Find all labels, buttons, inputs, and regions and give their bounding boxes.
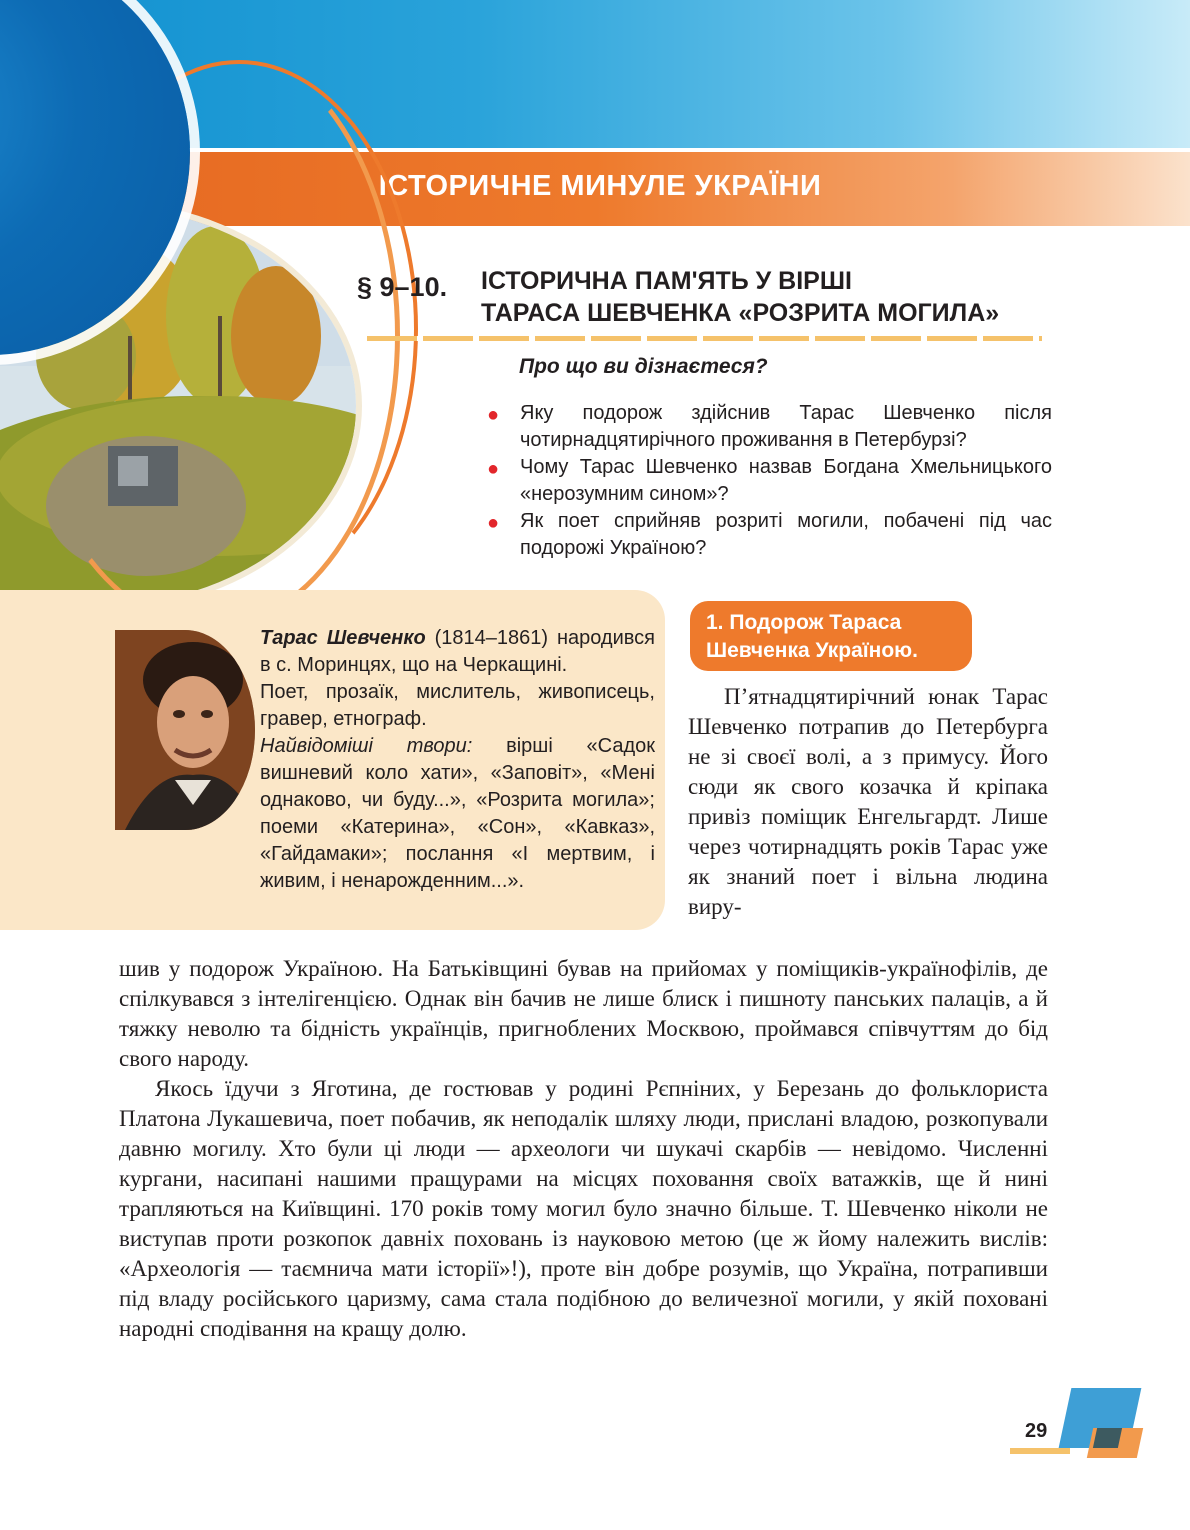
body-paragraph: Якось їдучи з Яготина, де гостював у родині Рєпніних, у Березань до фольклориста Платона Лукашевича, поет побачив, як неподалік шляху люди, прислані владою, розкопували давню могилу. Хто були ці люди — археологи чи шукачі скарбів — невідомо. Численні кургани, насипані нашими пращурами на місцях поховання своїх ватажків, ще й нині трапляються на Київщині. 170 років тому могил було значно більше. Т. Шевченко ніколи не виступав проти розкопок давніх поховань із науковою метою (це ж йому належить вислів: «Археологія — таємнича мати історії»!), проте він добре розумів, що Україна, потрапивши під владу російського царизму, сама стала подібною до величезної могили, у якій поховані народні сподівання на кращу долю. — [119, 1076, 1048, 1341]
corner-decoration — [1093, 1428, 1122, 1448]
body-text-wide — [119, 954, 1048, 1344]
biography-works: Найвідоміші твори: вірші «Садок вишневий коло хати», «Заповіт», «Мені однаково, чи буду...», «Розрита могила»; поеми «Катерина», «Сон», «Кавказ», «Гайдамаки»; послання «І мертвим, і живим, і ненарожденним...». — [260, 735, 655, 892]
title-underline — [367, 336, 1042, 341]
shevchenko-portrait — [115, 630, 255, 830]
paragraph-title-line2: ТАРАСА ШЕВЧЕНКА «РОЗРИТА МОГИЛА» — [481, 299, 1000, 327]
page-number-underline — [1010, 1448, 1070, 1454]
learn-heading: Про що ви дізнаєтеся? — [519, 355, 768, 378]
biography-occupations: Поет, прозаїк, мислитель, живописець, гравер, етнограф. — [260, 681, 655, 730]
biography-name: Тарас Шевченко — [260, 627, 426, 649]
list-item: ● Яку подорож здійснив Тарас Шевченко після чотирнадцятирічного проживання в Петербурзі? — [487, 402, 1052, 451]
list-item: ● Чому Тарас Шевченко назвав Богдана Хмельницького «нерозумним сином»? — [487, 456, 1052, 505]
body-paragraph: П’ятнадцятирічний юнак Тарас Шевченко потрапив до Петербурга не зі своєї волі, а з примусу. Його сюди як свого козачка й кріпака привіз поміщик Енгельгардт. Лише через чотирнадцять років Тарас уже як знаний поет і вільна людина виру- — [688, 684, 1048, 919]
biography-text — [260, 625, 655, 895]
bullet-icon: ● — [487, 458, 500, 480]
bullet-icon: ● — [487, 512, 500, 534]
bullet-icon: ● — [487, 404, 500, 426]
biography-intro: Тарас Шевченко (1814–1861) народився в с. Моринцях, що на Черкащині. — [260, 627, 655, 676]
body-text-column — [688, 682, 1048, 922]
section-title: ІСТОРИЧНЕ МИНУЛЕ УКРАЇНИ — [378, 170, 822, 202]
paragraph-number: § 9–10. — [357, 272, 448, 302]
page-number: 29 — [1025, 1420, 1048, 1442]
paragraph-title-line1: ІСТОРИЧНА ПАМ'ЯТЬ У ВІРШІ — [481, 267, 852, 295]
portrait-illustration — [115, 630, 255, 830]
list-item: ● Як поет сприйняв розриті могили, побачені під час подорожі Україною? — [487, 510, 1052, 559]
body-paragraph: шив у подорож Україною. На Батьківщині бував на прийомах у поміщиків-українофілів, де спілкувався з інтелігенцією. Однак він бачив не лише блиск і пишноту панських палаців, а й тяжку неволю та бідність українців, пригноблених Москвою, проймався співчуттям до бід свого народу. — [119, 956, 1048, 1071]
section-heading-badge: 1. Подорож Тараса Шевченка Україною. — [690, 601, 972, 671]
learn-list — [487, 400, 1052, 562]
paragraph-title — [481, 265, 999, 329]
